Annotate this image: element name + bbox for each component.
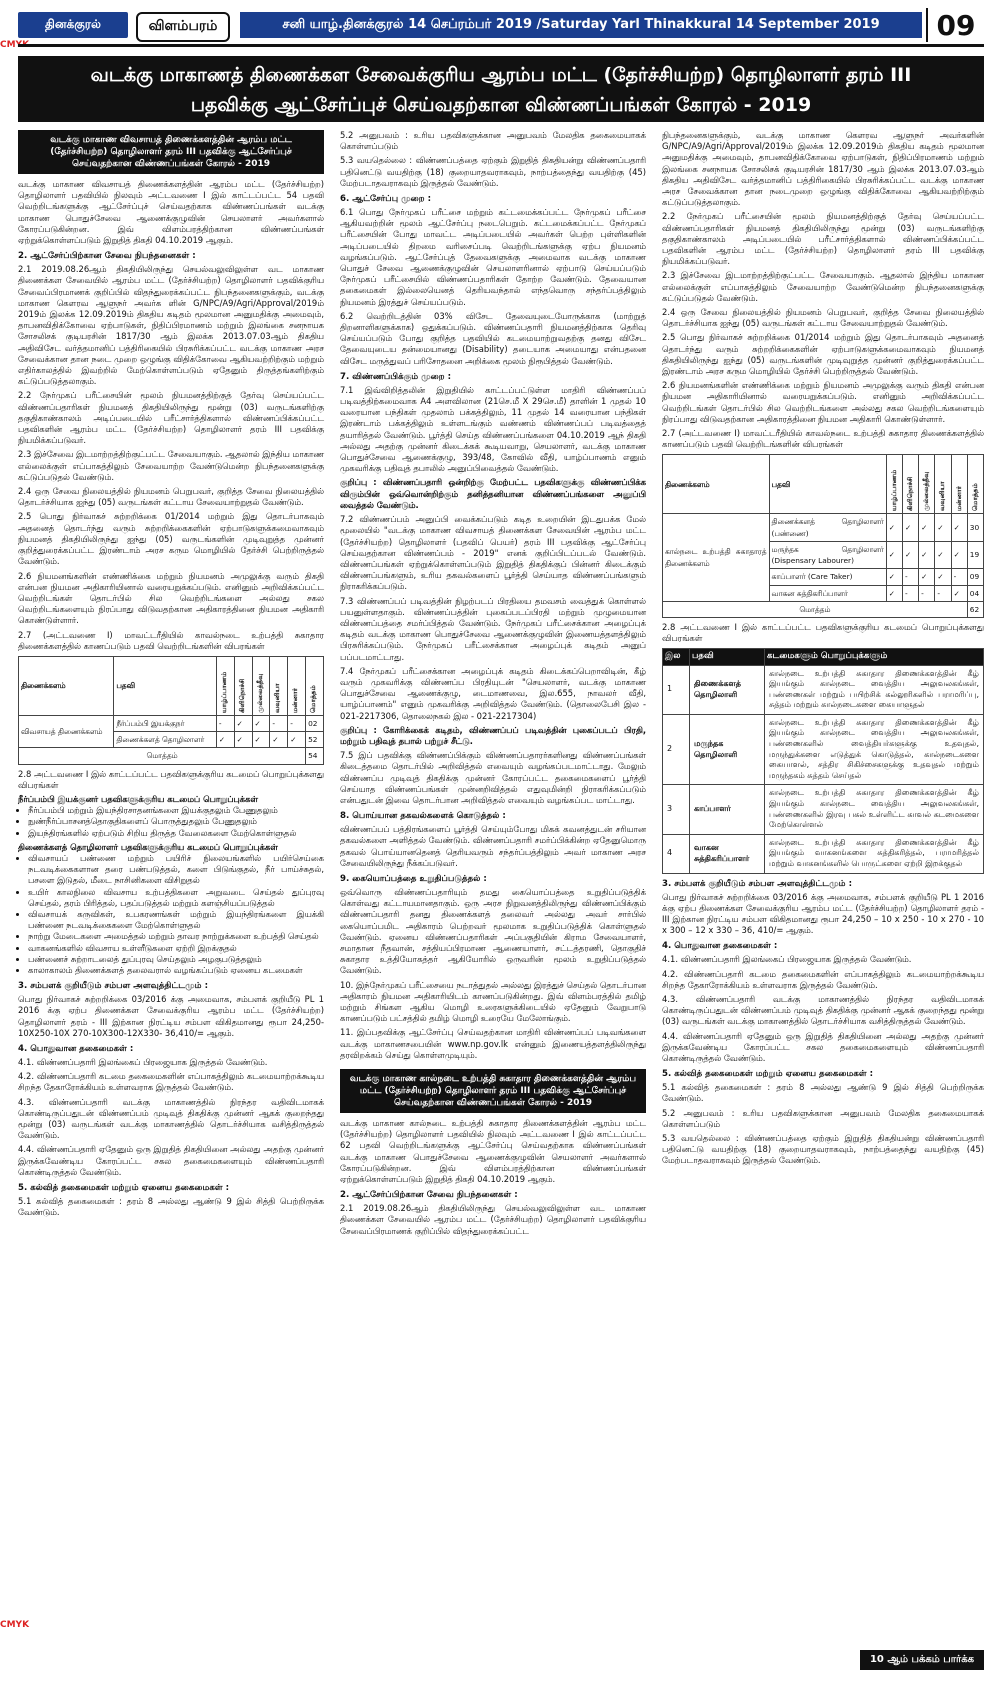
- table-cell: ✓: [935, 541, 951, 568]
- table-cell: -: [919, 585, 935, 601]
- table-cell: ✓: [288, 732, 306, 748]
- ad2-para-5-1: 5.1 கல்வித் தகைமைகள் : தரம் 8 அல்லது ஆண்டு 9 இல் சித்தி பெற்றிருக்க வேண்டும்.: [662, 1082, 984, 1104]
- table-total-value: 62: [967, 601, 983, 617]
- duty-desc: கால்நடை உற்பத்தி சுகாதார திணைக்களத்தின் கீழ் இயங்கும் கால்நடை வைத்திய அலுவலகங்கள், பண்ணைகள் மற்றும் பயிற்சிக் கல்லூரிகளில் பராமரிப்பு, சுத்தம் மற்றும் கால்நடைகளை கையாளுதல்: [765, 665, 984, 714]
- ad2-para-3: பொது நிர்வாகச் சுற்றறிக்கை 03/2016 க்கு அமைவாக, சம்பளக் குறியீடு PL 1 2016 க்கு ஏற்ப திணைக்கள சேவைக்குரிய ஆரம்ப மட்ட (தேர்ச்சியற்ற) தொழிலாளர் தரம் - III இற்கான நிரட்டிய சம்பள விகிதமானது ரூபா 24,250 – 10 x 250 - 10 x 270 - 10 x 300 – 12 x 330 – 36, 410/= ஆகும்.: [662, 891, 984, 936]
- table-header-total: மொத்தம்: [306, 656, 324, 715]
- cmyk-margin-mark-bottom: CMYK: [0, 1620, 30, 1630]
- table-cell: 30: [967, 514, 983, 541]
- table-cell: 02: [306, 715, 324, 731]
- ad1-note-2: குறிப்பு : கோரிக்கைக் கடிதம், விண்ணப்பப் படிவத்தின் புகைப்படப் பிரதி, மற்றும் பதிவுத் தபால் பற்றுச் சீட்டு.: [340, 724, 646, 746]
- duties-header-no: இல: [663, 649, 690, 665]
- table-cell: ✓: [902, 514, 918, 541]
- list-item: • நாற்று மேடைகளை அமைத்தல் மற்றும் தாவர நாற்றுக்களை உற்பத்தி செய்தல்: [28, 931, 324, 942]
- table-cell: -: [951, 569, 967, 585]
- table-total-label: மொத்தம்: [663, 601, 968, 617]
- table-cell: ✓: [234, 715, 252, 731]
- duty-no: 3: [663, 785, 690, 834]
- table-cell: -: [902, 585, 918, 601]
- table-header-district: கிளிநொச்சி: [902, 455, 918, 514]
- ad2-para-4-1: 4.1. விண்ணப்பதாரி இலங்கைப் பிரஜையாக இருத்தல் வேண்டும்.: [662, 954, 912, 965]
- ad1-para-4-4: 4.4. விண்ணப்பதாரி ஏதேனும் ஒரு இறுதித் திகதியினை அல்லது அதற்கு முன்னர் இருக்கவேண்டிய கோரப்பட்ட சகல தகைமைகளையும் விண்ணப்பதாரி கொண்டிருத்தல் வேண்டும்.: [18, 1144, 324, 1177]
- table-row: [663, 514, 984, 541]
- headline-line2: பதவிக்கு ஆட்சேர்ப்புச் செய்வதற்கான விண்ணப்பங்கள் கோரல் - 2019: [190, 94, 812, 116]
- continued-on-page-label: 10 ஆம் பக்கம் பார்க்க: [860, 1650, 984, 1670]
- vacancy-table-2: [662, 454, 984, 617]
- table-header-district: மன்னார்: [951, 455, 967, 514]
- table-header-district: மன்னார்: [288, 656, 306, 715]
- ad1-para-7-2: 7.2 விண்ணப்பம் அனுப்பி வைக்கப்படும் கடித உறையின் இடதுபக்க மேல் மூலையில் "வடக்கு மாகாண விவசாயத் திணைக்கள சேவையின் ஆரம்ப மட்ட (தேர்ச்சியற்ற) தொழிலாளர் (பதவிப் பெயர்) தரம் III பதவிக்கு ஆட்சேர்ப்பு செய்வதற்கான விண்ணப்பம் - 2019" எனக் குறிப்பிடப்படல் வேண்டும். விண்ணப்பங்கள் ஏற்றுக்கொள்ளப்படும் இறுதித் திகதிக்குப் பின்னர் கிடைக்கும் விண்ணப்பங்களும், உரிய தகவல்களைப் பூர்த்தி செய்யாத விண்ணப்பங்களும் நிராகரிக்கப்படும்.: [340, 514, 646, 592]
- table-cell-dept: விவசாயத் திணைக்களம்: [19, 715, 114, 747]
- table-cell: ✓: [951, 514, 967, 541]
- vacancy-table-1: [18, 656, 324, 765]
- ad1-para-7-5: 7.5 இப் பதவிக்கு விண்ணப்பிக்கும் விண்ணப்பதாரர்களினது விண்ணப்பங்கள் கிடைத்தமை தொடர்பில் அறிவித்தல் எவையும் வழங்கப்படமாட்டாது. மேலும் விண்ணப்ப முடிவுத் திகதிக்கு முன்னர் கோரப்பட்ட தகைமைகளைப் பூர்த்தி செய்யாத விண்ணப்பங்கள் முன்னறிவித்தல் எதுவுமின்றி நிராகரிக்கப்படும் என்பதுடன் இவை தொடர்பான அறிவித்தல் எவையும் வழங்கப்பட மாட்டாது.: [340, 750, 646, 805]
- list-item: • இயந்திரங்களில் ஏற்படும் சிறிய திருத்த வேலைகளை மேற்கொள்ளுதல்: [28, 828, 324, 839]
- ad1-heading-5: 5. கல்வித் தகைமைகள் மற்றும் ஏனைய தகைமைகள் :: [18, 1183, 230, 1194]
- ad2-para-2-4: 2.4 ஒரு சேவை நிலையத்தில் நியமனம் பெறுபவர், குறித்த சேவை நிலையத்தில் தொடர்ச்சியாக ஐந்து (05) வருடங்கள் கட்டாய சேவையாற்றுதல் வேண்டும்.: [662, 307, 984, 329]
- table-header-district: யாழ்ப்பாணம்: [216, 656, 234, 715]
- duty-no: 2: [663, 714, 690, 785]
- ad2-heading-5: 5. கல்வித் தகைமைகள் மற்றும் ஏனைய தகைமைகள் :: [662, 1069, 874, 1080]
- table-cell: ✓: [252, 715, 270, 731]
- ad2-heading-4: 4. பொதுவான தகைமைகள் :: [662, 941, 778, 952]
- ad1-para-5-1: 5.1 கல்வித் தகைமைகள் : தரம் 8 அல்லது ஆண்டு 9 இல் சித்தி பெற்றிருக்க வேண்டும்.: [18, 1196, 324, 1218]
- duties1-title: நீர்ப்பம்பி இயக்குனர் பதவிகளுக்குரிய கடமைப் பொறுப்புக்கள்: [18, 793, 258, 804]
- ad2-para-5-3: 5.3 வயதெல்லை : விண்ணப்பத்தை ஏற்கும் இறுதித் திகதியன்று விண்ணப்பதாரி பதினெட்டு வயதிற்கு (18) குறையாதவராகவும், நாற்பத்தைந்து வயதிற்கு (45) மேற்படாதவராகவும் இருத்தல் வேண்டும்.: [662, 1133, 984, 1166]
- newspaper-logo: தினக்குரல்: [18, 12, 128, 38]
- ad1-para-2-6: 2.6 நியமனங்களின் எண்ணிக்கை மற்றும் நியமனம் அமுலுக்கு வரும் திகதி என்பன நியமன அதிகாரியினால் வரையறுக்கப்படும். எனினும் அறிவிக்கப்பட்ட வெற்றிடங்கள் தொடர்பில் சில வெற்றிடங்களை அல்லது சகல வெற்றிடங்களையும் நிரப்பாது விடுவதற்கான அதிகாரத்தினை நியமன அதிகாரி கொண்டுள்ளார்.: [18, 570, 324, 626]
- table-row: [663, 834, 984, 873]
- ad1-para-7-1: 7.1 இவ்விறித்தலின் இறுதியில் காட்டப்பட்டுள்ள மாதிரி விண்ணப்பப் படிவத்திற்கமைவாக A4 அளவிலான (21செ.மீ X 29செ.மீ) தாளின் 1 முதல் 10 வரையான பந்திகள் முதலாம் பக்கத்திலும், 11 முதல் 14 வரையான பந்திகள் இரண்டாம் பக்கத்திலும் உள்ளடங்கும் வண்ணம் விண்ணப்பப் படிவத்தைத் தயாரித்தல் வேண்டும். பூர்த்தி செய்த விண்ணப்பங்களை 04.10.2019 ஆந் திகதி அல்லது அதற்கு முன்னர் கிடைக்கக் கூடியவாறு, செயலாளர், வடக்கு மாகாண பொதுச்சேவை ஆணைக்குழு, 393/48, கோவில் வீதி, யாழ்ப்பாணம் எனும் முகவரிக்கு பதிவுத் தபாலில் அனுப்பிவைத்தல் வேண்டும்.: [340, 384, 646, 474]
- table-cell-dept: கால்நடை உற்பத்தி சுகாதாரத் திணைக்களம்: [663, 514, 770, 601]
- table-cell: 09: [967, 569, 983, 585]
- table-header-district: முல்லைத்தீவு: [252, 656, 270, 715]
- duty-desc: கால்நடை உற்பத்தி சுகாதார திணைக்களத்தின் கீழ் இயங்கும் கால்நடை வைத்திய அலுவலகங்கள், பண்ணைகளில் வைத்தியர்களுக்கு உதவுதல், மருந்துக்களை எடுத்துக் கொடுத்தல், கால்நடைகளை கையாளல், சத்திர சிகிச்சைகளுக்கு உதவுதல் மற்றும் மருந்தகம் சுத்தம் செய்தல்: [765, 714, 984, 785]
- table-total-label: மொத்தம்: [19, 748, 306, 764]
- headline-line1: வடக்கு மாகாணத் திணைக்கள சேவைக்குரிய ஆரம்ப மட்ட (தேர்ச்சியற்ற) தொழிலாளர் தரம் III: [90, 64, 912, 86]
- table-header-district: வவுனியா: [935, 455, 951, 514]
- section-label: விளம்பரம்: [136, 12, 230, 42]
- duties2-list: [28, 853, 324, 976]
- ad2-para-2-1-cont: நிபந்தனைகளுக்கும், வடக்கு மாகாண கௌரவ ஆளுநர் அவர்களின் G/NPC/A9/Agri/Approval/2019ம் இலக்க 12.09.2019ம் திகதிய கடிதம் மூலமான அனுமதிக்கு அமைவும், தாபனவிதிக்கோவை ஏற்பாடுகள், நிதிப்பிரமாணம் மற்றும் இலங்கை சனநாயக சோசலிசக் குடியரசின் 1817/30 ஆம் இலக்க 2013.07.03ஆம் திகதிய அதிவிசேட வர்த்தமானிப் பத்திரிகையில் பிரசுரிக்கப்பட்ட வடக்கு மாகாண அரச சேவைக்கான தான நடைமுறை ஒழுங்கு விதிக்கோவை ஆகியவற்றிற்கும் கட்டுப்படுத்தலாகும்.: [662, 130, 984, 208]
- ad1-para-2-5: 2.5 பொது நிர்வாகச் சுற்றறிக்கை 01/2014 மற்றும் இது தொடர்பாகவும் அதனைத் தொடர்ந்து வரும் சுற்றறிக்கைகளின் ஏற்பாடுகளுக்கமைவாகவும் நியமனத் திகதியிலிருந்து ஐந்து (05) வருடங்களின் முடிவுறுத்த முன்னர் குறித்துரைக்கப்பட்ட இரண்டாம் அரச கரும மொழியில் தேர்ச்சி பெற்றிருத்தல் வேண்டும்.: [18, 511, 324, 567]
- duty-post: வாகன சுத்திகரிப்பாளர்: [690, 834, 765, 873]
- table-cell: ✓: [919, 514, 935, 541]
- duty-no: 4: [663, 834, 690, 873]
- ad2-para-5-2: 5.2 அனுபவம் : உரிய பதவிகளுக்கான அனுபவம் மேலதிக தகைமையாகக் கொள்ளப்படும்: [662, 1107, 984, 1129]
- ad1-heading-3: 3. சம்பளக் குறியீடும் சம்பள அளவுத்திட்டமும் :: [18, 981, 209, 992]
- table-cell: ✓: [951, 541, 967, 568]
- ad1-para-7-3: 7.3 விண்ணப்பப் படிவத்தின் நிழற்படப் பிரதியை தமவசம் வைத்துக் கொள்ளல் பயனுள்ளதாகும். விண்ணப்பத்தின் புகைப்படப்பிரதி மற்றும் முழுமையான விண்ணப்பத்தை சமர்ப்பித்தல் வேண்டும். நேர்முகப் பரீட்சைக்கான அழைப்புக் கடிதம் வடக்கு மாகாண பொதுச்சேவை ஆணைக்குழுவின் இணையத்தளத்திலும் பிரசுரிக்கப்படும். நேர்முகப் பரீட்சைக்கான அழைப்புக் கடிதம் அனுப் பப்படமாட்டாது.: [340, 595, 646, 662]
- ad1-heading-6: 6. ஆட்சேர்ப்பு முறை :: [340, 194, 432, 205]
- ad1-para-2-8: 2.8 அட்டவணை I இல் காட்டப்பட்ட பதவிகளுக்குரிய கடமைப் பொறுப்புக்களது விபரங்கள்: [18, 768, 324, 790]
- ad2-para-2-3: 2.3 இச்சேவை இடமாற்றத்திற்குட்பட்ட சேவையாகும். ஆதலால் இந்திய மாகாண எல்லைக்குள் எப்பாகத்திலும் சேவையாற்ற வேண்டுமென்ற நிபந்தனைகளுக்கு கட்டுப்படுதல் வேண்டும்.: [662, 270, 984, 303]
- list-item: • வாகனங்களில் விவசாய உள்ளீடுகளை ஏற்றி இறக்குதல்: [28, 943, 324, 954]
- ad1-para-5-3: 5.3 வயதெல்லை : விண்ணப்பத்தை ஏற்கும் இறுதித் திகதியன்று விண்ணப்பதாரி பதினெட்டு வயதிற்கு (18) குறையாதவராகவும், நாற்பத்தைந்து வயதிற்கு (45) மேற்படாதவராகவும் இருத்தல் வேண்டும்.: [340, 155, 646, 188]
- table-cell: 52: [306, 732, 324, 748]
- duty-desc: கால்நடை உற்பத்தி சுகாதார திணைக்களத்தின் கீழ் இயங்கும் கால்நடை வைத்திய அலுவலகங்கள், பண்ணைகளில் இரவு பகல் உள்ளிட்ட காவல் கடமைகளை மேற்கொள்ளல்: [765, 785, 984, 834]
- list-item: • விவசாயக் கருவிகள், உபகரணங்கள் மற்றும் இயந்திரங்களை இயக்கி பண்ணை நடவடிக்கைகளை மேற்கொள்ளுதல்: [28, 909, 324, 931]
- table-cell: -: [288, 715, 306, 731]
- duty-no: 1: [663, 665, 690, 714]
- table-header-dept: திணைக்களம்: [663, 455, 770, 514]
- ad1-para-4-3: 4.3. விண்ணப்பதாரி வடக்கு மாகாணத்தில் நிரந்தர வதிவிடமாகக் கொண்டிருப்பதுடன் விண்ணப்பம் முடிவுத் திகதிக்கு முன்னர் ஆகக் குறைந்தது மூன்று (03) வருடங்கள் வடக்கு மாகாணத்தில் தொடர்ச்சியாக வசித்திருத்தல் வேண்டும்.: [18, 1096, 324, 1141]
- table-cell: -: [270, 715, 288, 731]
- table-cell: ✓: [216, 732, 234, 748]
- masthead: [18, 8, 984, 47]
- table-cell: ✓: [935, 514, 951, 541]
- table-cell: 04: [967, 585, 983, 601]
- table-cell: ✓: [919, 541, 935, 568]
- table-cell: -: [935, 585, 951, 601]
- ad1-para-6-2: 6.2 வெற்றிடத்தின் 03% விசேட தேவையுடையோருக்காக (மாற்றுத் திறனாளிகளுக்காக) ஒதுக்கப்படும். விண்ணப்பதாரி நியமனத்திற்காக தெரிவு செய்யப்படும் போது குறித்த பதவியில் கடமையாற்றுவதற்கு தனது விசேட தேவையுடைய தன்மையானது (Disability) தடையாக அமையாது என்பதனை விசேட மருத்துவப் பரிசோதனை அறிக்கை மூலம் நிரூபித்தல் வேண்டும்.: [340, 310, 646, 366]
- list-item: • காலாகாலம் திணைக்களத் தலைவரால் வழங்கப்படும் ஏனைய கடமைகள்: [28, 965, 324, 976]
- table-cell-post: மருந்தக தொழிலாளர் (Dispensary Labourer): [769, 541, 886, 568]
- ad2-para-4-2: 4.2. விண்ணப்பதாரி கடமை தகைமைகளின் எப்பாகத்திலும் கடமையாற்றக்கூடிய சிறந்த தேகாரோக்கியம் உள்ளவராக இருத்தல் வேண்டும்.: [662, 968, 984, 990]
- ad2-para-2-5: 2.5 பொது நிர்வாகச் சுற்றறிக்கை 01/2014 மற்றும் இது தொடர்பாகவும் அதனைத் தொடர்ந்து வரும் சுற்றறிக்கைகளின் ஏற்பாடுகளுக்கமைவாகவும் நியமனத் திகதியிலிருந்து ஐந்து (05) வருடங்களின் முடிவுறுத்த முன்னர் குறித்துரைக்கப்பட்ட இரண்டாம் அரச கரும மொழியில் தேர்ச்சி பெற்றிருத்தல் வேண்டும்.: [662, 332, 984, 377]
- duty-desc: கால்நடை உற்பத்தி சுகாதார திணைக்களத்தின் கீழ் இயங்கும் வாகனங்களை சுத்திகரித்தல், பராமரித்தல் மற்றும் வாகனங்களில் பொருட்களை ஏற்றி இறக்குதல்: [765, 834, 984, 873]
- ad2-para-2-6: 2.6 நியமனங்களின் எண்ணிக்கை மற்றும் நியமனம் அமுலுக்கு வரும் திகதி என்பன நியமன அதிகாரியினால் வரையறுக்கப்படும். எனினும் அறிவிக்கப்பட்ட வெற்றிடங்கள் தொடர்பில் சில வெற்றிடங்களை அல்லது சகல வெற்றிடங்களையும் நிரப்பாது விடுவதற்கான அதிகாரத்தினை நியமன அதிகாரி கொண்டுள்ளார்.: [662, 380, 984, 424]
- list-item: • விவசாயப் பண்ணை மற்றும் பயிரிச் நிலையங்களில் பயிர்செய்கை நடவடிக்கைகளான தரை பண்படுத்தல், களை பிடுங்குதல், நீர் பாய்ச்சுதல், பசளை இடுதல், மீடை நாசினிகளை விசிறுதல்: [28, 853, 324, 887]
- table-header-dept: திணைக்களம்: [19, 656, 114, 715]
- ad1-para-6-1: 6.1 பொது நேர்முகப் பரீட்சை மற்றும் கட்டமைக்கப்பட்ட நேர்முகப் பரீட்சை ஆகியவற்றின் மூலம் ஆட்சேர்ப்பு நடைபெறும். கட்டமைக்கப்பட்ட நேர்முகப் பரீட்சையின் போது மாவட்ட அடிப்படையில் அவர்கள் பெற்ற புள்ளிகளின் அடிப்படையில் திறமை வரிசைப்படி வெற்றிடங்களுக்கு ஏற்ப நியமனம் வழங்கப்படும். ஆட்சேர்ப்புத் தேவைகளுக்கு அமைவாக வடக்கு மாகாண பொதுச் சேவை ஆணைக்குழுவின் செயலாளரினால் ஏற்பாடு செய்யப்படும் நேர்முகப் பரீட்சையில் விண்ணப்பதாரிகள் தோற்ற வேண்டும். தேவையான தகைமைகள் இல்லையெனத் தெரியவந்தால் எந்தவொரு சந்தர்ப்பத்திலும் நியமனம் இரத்துச் செய்யப்படும்.: [340, 207, 646, 307]
- page-number: 09: [926, 8, 984, 42]
- table-cell: 19: [967, 541, 983, 568]
- table-cell-post: காப்பாளர் (Care Taker): [769, 569, 886, 585]
- ad1-para-2-3: 2.3 இச்சேவை இடமாற்றத்திற்குட்பட்ட சேவையாகும். ஆதலால் இந்திய மாகாண எல்லைக்குள் எப்பாகத்திலும் சேவையாற்ற வேண்டுமென்ற நிபந்தனைகளுக்கு கட்டுப்படுதல் வேண்டும்.: [18, 449, 324, 482]
- table-row: [19, 715, 324, 731]
- duty-post: திணைக்களத் தொழிலாளி: [690, 665, 765, 714]
- ad1-para-3: பொது நிர்வாகச் சுற்றறிக்கை 03/2016 க்கு அமைவாக, சம்பளக் குறியீடு PL 1 2016 க்கு ஏற்ப திணைக்கள சேவைக்குரிய ஆரம்ப மட்ட (தேர்ச்சியற்ற) தொழிலாளர் தரம் - III இற்கான நிரட்டிய சம்பள விகிதமானது ரூபா 24,250-10X250-10X 270-10X300-12X330- 36,410/= ஆகும்.: [18, 994, 324, 1038]
- ad2-heading-3: 3. சம்பளக் குறியீடும் சம்பள அளவுத்திட்டமும் :: [662, 878, 853, 889]
- table-cell: ✓: [886, 569, 902, 585]
- ad1-para-2-7: 2.7 (அட்டவணை I) மாவட்டரீதியில் காவல்நடை உற்பத்தி சுகாதார திணைக்களத்தில் காணப்படும் பதவி வெற்றிடங்களின் விபரங்கள்: [18, 629, 324, 651]
- ad1-heading-9: 9. கையொப்பத்தை உறுதிப்படுத்தல் :: [340, 873, 487, 884]
- table-cell: ✓: [951, 585, 967, 601]
- dateline: சனி யாழ்.தினக்குரல் 14 செப்ரம்பர் 2019 /Saturday Yarl Thinakkural 14 September 2019: [240, 12, 922, 38]
- ad1-heading-7: 7. விண்ணப்பிக்கும் முறை :: [340, 371, 452, 382]
- ad1-heading-8: 8. பொய்யான தகவல்களைக் கொடுத்தல் :: [340, 811, 506, 822]
- table-cell-post: வாகன சுத்திகரிப்பாளர்: [769, 585, 886, 601]
- ad1-para-4-1: 4.1. விண்ணப்பதாரி இலங்கைப் பிரஜையாக இருத்தல் வேண்டும்.: [18, 1057, 268, 1067]
- duties-header-desc: கடமைகளும் பொறுப்புக்களும்: [765, 649, 984, 665]
- ad2-para-4-4: 4.4. விண்ணப்பதாரி ஏதேனும் ஒரு இறுதித் திகதியினை அல்லது அதற்கு முன்னர் இருக்கவேண்டிய கோரப்பட்ட சகல தகைமைகளையும் விண்ணப்பதாரி கொண்டிருத்தல் வேண்டும்.: [662, 1030, 984, 1064]
- ad2-heading-2: 2. ஆட்சேர்ப்பிற்கான சேவை நிபந்தனைகள் :: [340, 1190, 518, 1201]
- table-cell: ✓: [886, 514, 902, 541]
- list-item: • நுண்நீர்ப்பாசனத்தொகுதிகளைப் பொருத்துதலும் பேணுதலும்: [28, 816, 324, 827]
- table-header-district: கிளிநொச்சி: [234, 656, 252, 715]
- page-title: [18, 56, 984, 122]
- table-cell-post: திணைக்களத் தொழிலாளர் (பண்ணை): [769, 514, 886, 541]
- column-1: [18, 130, 324, 1221]
- ad1-title-box: வடக்கு மாகாண விவசாயத் திணைக்களத்தின் ஆரம்ப மட்ட (தேர்ச்சியற்ற) தொழிலாளர் தரம் III பதவிக்கு ஆட்சேர்ப்புச் செய்வதற்கான விண்ணப்பங்கள் கோரல் - 2019: [18, 130, 324, 174]
- table-cell: ✓: [902, 541, 918, 568]
- ad1-para-9: ஒவ்வொரு விண்ணப்பதாரியும் தமது கையொப்பத்தை உறுதிப்படுத்திக் கொள்வது கட்டாயமானதாகும். ஒரு அரச நிறுவனத்திலிருந்து விண்ணப்பிக்கும் விண்ணப்பதாரி தனது திணைக்களத் தலைவர் அல்லது அவர் சார்பில் கையொப்பமிட அதிகாரம் பெற்றவர் மூலமாக உறுதிப்படுத்திக் கொள்ளுதல் வேண்டும். ஏனைய விண்ணப்பதாரிகள் அப்பகுதியின் கிராம சேவையாளர், சமாதான நீதவான், சத்தியப்பிரமாண ஆணையாளர், சட்டத்தரணி, தொகுதிச் சுகாதார உத்தியோகத்தர் ஆகியோரில் ஒருவரின் மூலம் உறுதிப்படுத்தல் வேண்டும்.: [340, 886, 646, 976]
- table-cell: -: [216, 715, 234, 731]
- table-row: [663, 785, 984, 834]
- ad1-para-2-4: 2.4 ஒரு சேவை நிலையத்தில் நியமனம் பெறுபவர், குறித்த சேவை நிலையத்தில் தொடர்ச்சியாக ஐந்து (05) வருடங்கள் கட்டாய சேவையாற்றுதல் வேண்டும்.: [18, 486, 324, 508]
- table-cell: -: [902, 569, 918, 585]
- ad1-note-1: குறிப்பு : விண்ணப்பதாரி ஒன்றிற்கு மேற்பட்ட பதவிகளுக்கு விண்ணப்பிக்க விரும்பின் ஒவ்வொன்றிற்கும் தனித்தனியான விண்ணப்பங்களை அனுப்பி வைத்தல் வேண்டும்.: [340, 477, 646, 510]
- ad2-para-2-7: 2.7 (அட்டவணை I) மாவட்டரீதியில் காவல்நடை உற்பத்தி சுகாதார திணைக்களத்தில் காணப்படும் பதவி வெற்றிடங்களின் விபரங்கள்: [662, 428, 984, 450]
- ad1-para-2-2: 2.2 நேர்முகப் பரீட்சையின் மூலம் நியமனத்திற்குத் தேர்வு செய்யப்பட்ட விண்ணப்பதாரிகள் நியமனத் திகதியிலிருந்து மூன்று (03) வருடங்களிற்கு தகுதிகாண்காலம் அடிப்படையில் பரீட்சார்த்திகளால் விண்ணப்பிக்கப்பட்ட பதவிகளின் ஆரம்ப மட்ட (தேர்ச்சியற்ற) தொழிலாளர் தரம் III பதவிக்கு நியமிக்கப்படுவர்.: [18, 390, 324, 446]
- table-cell: ✓: [252, 732, 270, 748]
- table-header-district: யாழ்ப்பாணம்: [886, 455, 902, 514]
- table-row: [663, 665, 984, 714]
- duties-table: [662, 648, 984, 873]
- table-cell: ✓: [886, 585, 902, 601]
- table-cell: ✓: [234, 732, 252, 748]
- table-cell: ✓: [919, 569, 935, 585]
- ad1-heading-2: 2. ஆட்சேர்ப்பிற்கான சேவை நிபந்தனைகள் :: [18, 251, 196, 262]
- ad2-title-box: வடக்கு மாகாண கால்நடை உற்பத்தி சுகாதார திணைக்களத்தின் ஆரம்ப மட்ட (தேர்ச்சியற்ற) தொழிலாளர் தரம் III பதவிக்கு ஆட்சேர்ப்புச் செய்வதற்கான விண்ணப்பங்கள் கோரல் - 2019: [340, 1069, 646, 1113]
- ad2-para-2-2: 2.2 நேர்முகப் பரீட்சையின் மூலம் நியமனத்திற்குத் தேர்வு செய்யப்பட்ட விண்ணப்பதாரிகள் நியமனத் திகதியிலிருந்து மூன்று (03) வருடங்களிற்கு தகுதிகாண்காலம் அடிப்படையில் பரீட்சார்த்திகளால் விண்ணப்பிக்கப்பட்ட பதவிகளின் ஆரம்ப மட்ட (தேர்ச்சியற்ற) தொழிலாளர் தரம் III பதவிக்கு நியமிக்கப்படுவர்.: [662, 211, 984, 267]
- duties-header-post: பதவி: [690, 649, 765, 665]
- table-header-district: வவுனியா: [270, 656, 288, 715]
- ad1-para-2-1: 2.1 2019.08.26ஆம் திகதியிலிருந்து செயல்வலுவிலுள்ள வட மாகாண திணைக்கள சேவையில் ஆரம்ப மட்ட (தேர்ச்சியற்ற) தொழிலாளர் பதவிக்குரிய சேவைப்பிரமாணக் குறிப்பில் விதந்துரைக்கப்பட்ட நிபந்தனைகளுக்கும், வடக்கு மாகாண கௌரவ ஆளுநர் அவர்க ளின் G/NPC/A9/Agri/Approval/2019ம் 2019ம் இலக்க 12.09.2019ம் திகதிய கடிதம் மூலமான அனுமதிக்கு அமைவும், தாபனவிதிக்கோவை ஏற்பாடுகள், நிதிப்பிரமாணம் மற்றும் இலங்கை சனநாயக சோசலிசக் குடியரசின் 1817/30 ஆம் இலக்க 2013.07.03ஆம் திகதிய அதிவிசேட வர்த்தமானிப் பத்திரிகையில் பிரசுரிக்கப்பட்ட வடக்கு மாகாண அரச சேவைக்கான தான நடை முறை ஒழுங்கு விதிக்கோவை ஆகியவற்றிற்கும் மற்றும் எதிர்காலத்தில் இவற்றில் மேற்கொள்ளப்படும் ஏதேனும் திருத்தங்களிற்கும் கட்டுப்படுத்தலாகும்.: [18, 264, 324, 387]
- table-header-post: பதவி: [769, 455, 886, 514]
- ad1-para-7-4: 7.4 நேர்முகப் பரீட்சைக்கான அழைப்புக் கடிதம் கிடைக்கப்பெறாவிடின், கீழ் வரும் முகவரிக்கு விண்ணப்ப பிரதியுடன் "செயலாளர், வடக்கு மாகாண பொதுச்சேவை ஆணைக்குழு, டைமாணவை, இல.655, நாவலர் வீதி, யாழ்ப்பாணம்" எனும் முகவரிக்கு அறிவித்தல் வேண்டும். (தொலைபேசி இல - 021-2217306, தொலைநகல் இல - 021-2217304): [340, 665, 646, 721]
- table-cell-post: நீர்ப்பம்பி இயக்குநர்: [114, 715, 217, 731]
- ad1-para-11: 11. இப்பதவிக்கு ஆட்சேர்ப்பு செய்வதற்கான மாதிரி விண்ணப்பப் படிவங்களை வடக்கு மாகாணசபையின் www.np.gov.lk என்னும் இணையத்தளத்திலிருந்து தரவிறக்கம் செய்து கொள்ளமுடியும்.: [340, 1027, 646, 1060]
- table-header-total: மொத்தம்: [967, 455, 983, 514]
- ad2-para-2-1: 2.1 2019.08.26ஆம் திகதியிலிருந்து செயல்வலுவிலுள்ள வட மாகாண திணைக்கள சேவையில் ஆரம்ப மட்ட (தேர்ச்சியற்ற) தொழிலாளர் பதவிக்குரிய சேவைப்பிரமாணக் குறிப்பில் விதந்துரைக்கப்பட்ட: [340, 1203, 646, 1236]
- ad1-intro: வடக்கு மாகாண விவசாயத் திணைக்களத்தின் ஆரம்ப மட்ட (தேர்ச்சியற்ற) தொழிலாளர் பதவியில் நிலவும் அட்டவணை I இல் காட்டப்பட்ட 54 பதவி வெற்றிடங்களுக்கு ஆட்சேர்ப்புச் செய்வதற்காக விண்ணப்பங்கள் வடக்கு மாகாண பொதுச்சேவை ஆணைக்குழுவின் செயலாளர் அவர்களால் கோரப்படுகின்றன. இவ் விளம்பரத்திற்கான விண்ணப்பங்கள் ஏற்றுக்கொள்ளப்படும் இறுதித் திகதி 04.10.2019 ஆகும்.: [18, 179, 324, 246]
- table-cell: ✓: [270, 732, 288, 748]
- list-item: • உயிர் காலநிலை விவசாய உற்பத்திகளை அறுவடை செய்தல் துப்புரவு செய்தல், தரம் பிரித்தல், பதப்படுத்தல் மற்றும் களஞ்சியப்படுத்தல்: [28, 887, 324, 909]
- ad2-intro: வடக்கு மாகாண கால்நடை உற்பத்தி சுகாதார திணைக்களத்தின் ஆரம்ப மட்ட (தேர்ச்சியற்ற) தொழிலாளர் பதவியில் நிலவும் அட்டவணை I இல் காட்டப்பட்ட 62 பதவி வெற்றிடங்களுக்கு ஆட்சேர்ப்பு செய்வதற்காக விண்ணப்பங்கள் வடக்கு மாகாண பொதுச்சேவை ஆணைக்குழுவின் செயலாளர் அவர்களால் கோரப்படுகின்றன. இவ் விளம்பரத்திற்கான விண்ணப்பங்கள் ஏற்றுக்கொள்ளப்படும் இறுதித் திகதி 04.10.2019 ஆகும்.: [340, 1118, 646, 1185]
- table-total-value: 54: [306, 748, 324, 764]
- table-header-district: முல்லைத்தீவு: [919, 455, 935, 514]
- table-total-row: [663, 601, 984, 617]
- cmyk-margin-mark: CMYK: [0, 40, 30, 50]
- column-2: [340, 130, 646, 1240]
- duties2-title: திணைக்களத் தொழிலாளர் பதவிகளுக்குரிய கடமைப் பொறுப்புக்கள்: [18, 841, 278, 852]
- ad2-para-2-8: 2.8 அட்டவணை I இல் காட்டப்பட்ட பதவிகளுக்குரிய கடமைப் பொறுப்புக்களது விபரங்கள்: [662, 621, 984, 644]
- ad1-heading-4: 4. பொதுவான தகைமைகள் :: [18, 1044, 134, 1054]
- ad1-para-4-2: 4.2. விண்ணப்பதாரி கடமை தகைமைகளின் எப்பாகத்திலும் கடமையாற்றக்கூடிய சிறந்த தேகாரோக்கியம் உள்ளவராக இருத்தல் வேண்டும்.: [18, 1071, 324, 1093]
- table-cell-post: திணைக்களத் தொழிலாளர்: [114, 732, 217, 748]
- table-header-post: பதவி: [114, 656, 217, 715]
- column-3: [662, 130, 984, 1170]
- list-item: • பண்ணைச் சுற்றாடலைத் துப்புரவு செய்தலும் அழகுபடுத்தலும்: [28, 954, 324, 965]
- table-row: [663, 714, 984, 785]
- ad1-para-8: விண்ணப்பப் பத்திரங்களைப் பூர்த்தி செய்யும்போது மிகக் கவனத்துடன் சரியான தகவல்களை அளித்தல் வேண்டும். விண்ணப்பதாரி சமர்ப்பிக்கின்ற ஏதேனுமொரு தகவல் பொய்யானதெனத் தெரியவரும் சந்தர்ப்பத்திலும் அவர் மாகாண அரச சேவையிலிருந்து நீக்கப்படுவர்.: [340, 824, 646, 868]
- ad1-para-10: 10. இந்நேர்முகப் பரீட்சையை நடாத்துதல் அல்லது இரத்துச் செய்தல் தொடர்பான அதிகாரம் நியமன அதிகாரியிடம் காணப்படுகின்றது. இவ் விளம்பரத்தில் தமிழ் மற்றும் சிங்கள ஆகிய மொழி உரைகளுக்கிடையில் ஏதேனும் வேறுபாடு காணப்படும் பட்சத்தில் தமிழ் மொழி உரையே மேலோங்கும்.: [340, 979, 646, 1024]
- table-cell: ✓: [935, 569, 951, 585]
- ad2-para-4-3: 4.3. விண்ணப்பதாரி வடக்கு மாகாணத்தில் நிரந்தர வதிவிடமாகக் கொண்டிருப்பதுடன் விண்ணப்பம் முடிவுத் திகதிக்கு முன்னர் ஆகக் குறைந்தது மூன்று (03) வருடங்கள் வடக்கு மாகாணத்தில் தொடர்ச்சியாக வசித்திருத்தல் வேண்டும்.: [662, 994, 984, 1027]
- duties1-list: [28, 805, 324, 839]
- ad1-para-5-2: 5.2 அனுபவம் : உரிய பதவிகளுக்கான அனுபவம் மேலதிக தகைமையாகக் கொள்ளப்படும்: [340, 130, 646, 152]
- duty-post: காப்பாளர்: [690, 785, 765, 834]
- list-item: • நீர்ப்பம்பி மற்றும் இயந்திரசாதனங்களை இயக்குதலும் பேணுதலும்: [28, 805, 324, 816]
- table-total-row: [19, 748, 324, 764]
- duty-post: மருந்தக தொழிலாளி: [690, 714, 765, 785]
- table-cell: ✓: [886, 541, 902, 568]
